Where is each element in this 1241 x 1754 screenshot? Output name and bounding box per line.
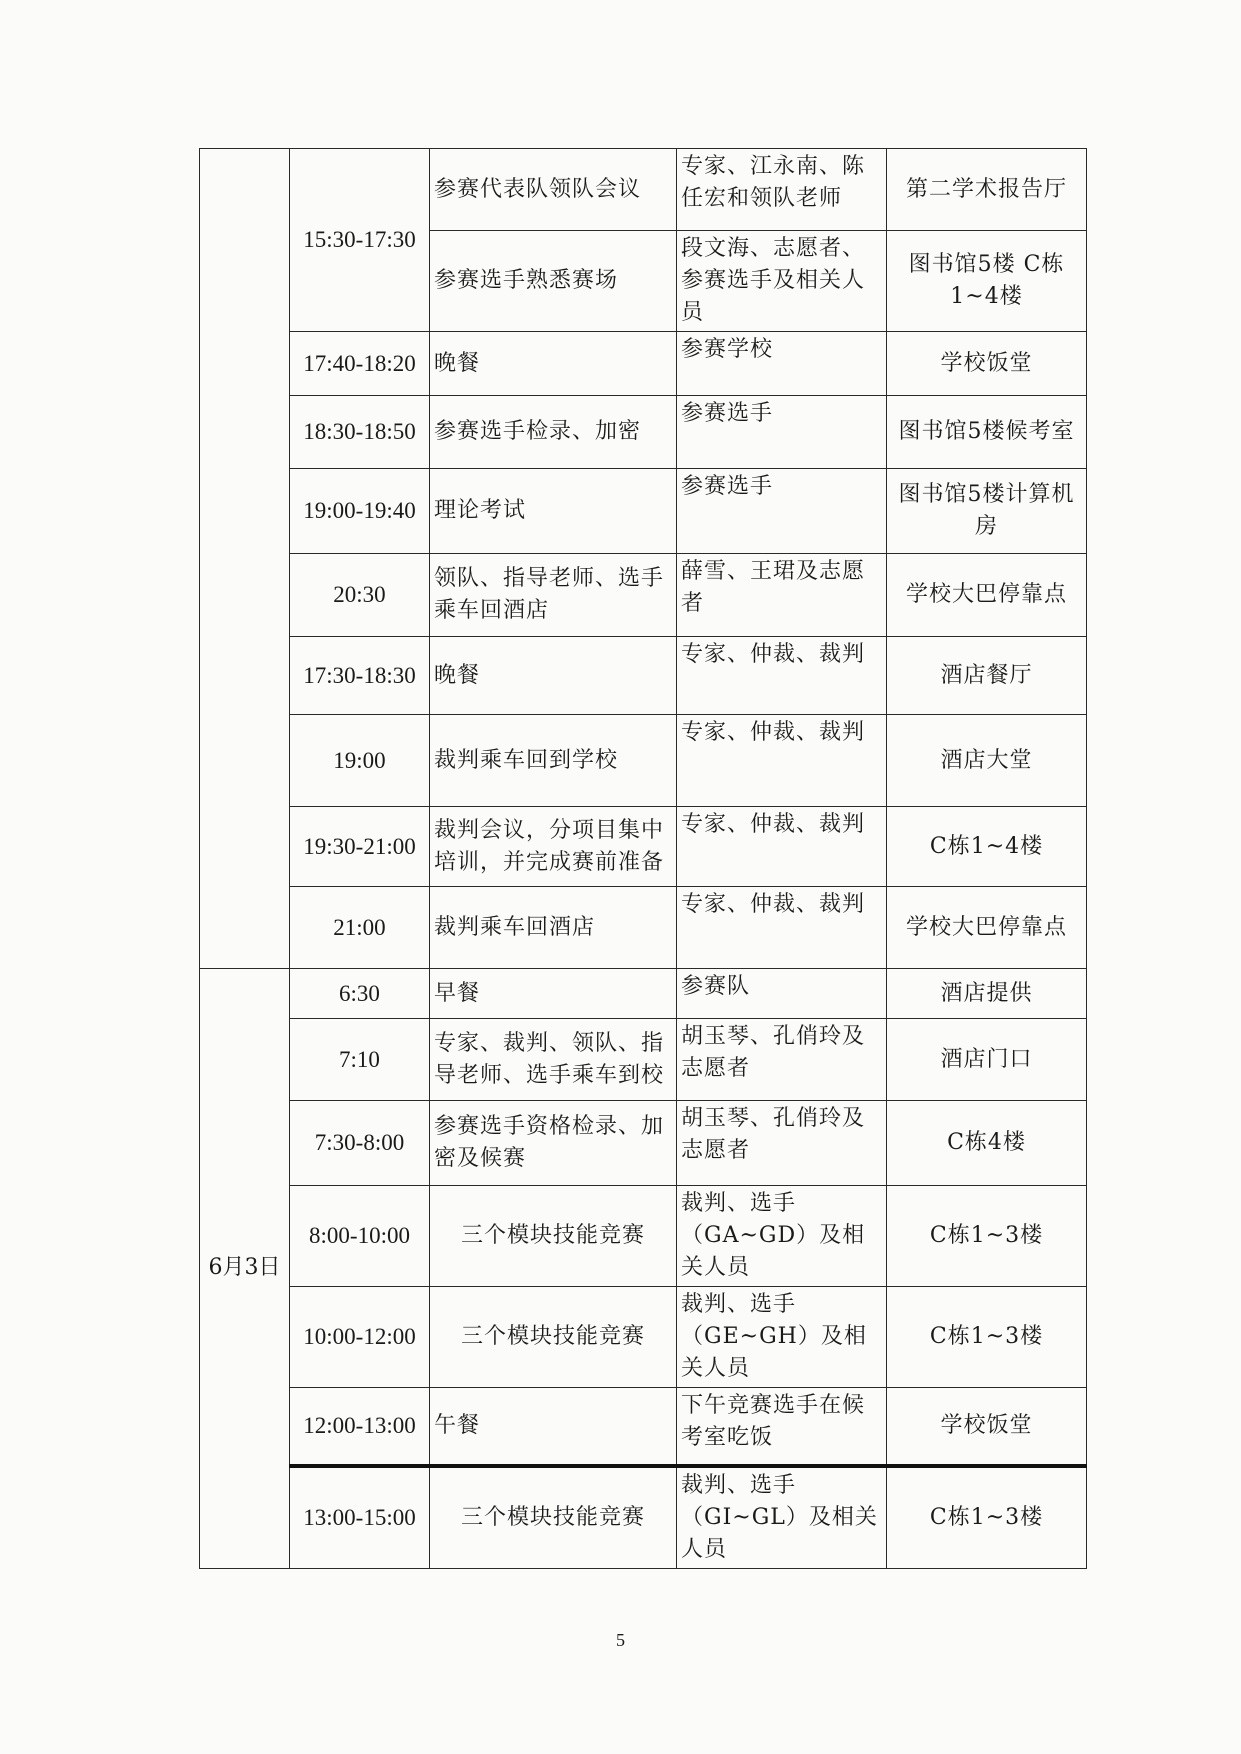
people-cell: 专家、仲裁、裁判 xyxy=(677,807,887,887)
table-row xyxy=(200,469,1087,554)
location-cell: 图书馆5楼候考室 xyxy=(887,396,1087,469)
activity-cell: 裁判乘车回到学校 xyxy=(430,715,677,807)
location-cell: 学校大巴停靠点 xyxy=(887,554,1087,637)
table-row xyxy=(200,637,1087,715)
activity-cell: 理论考试 xyxy=(430,469,677,554)
table-row xyxy=(200,1186,1087,1287)
people-cell: 裁判、选手（GE~GH）及相关人员 xyxy=(677,1287,887,1388)
time-cell: 18:30-18:50 xyxy=(290,396,430,469)
activity-cell: 参赛选手资格检录、加密及候赛 xyxy=(430,1101,677,1186)
time-cell: 20:30 xyxy=(290,554,430,637)
location-cell: 学校大巴停靠点 xyxy=(887,887,1087,969)
activity-cell: 领队、指导老师、选手乘车回酒店 xyxy=(430,554,677,637)
activity-cell: 裁判会议，分项目集中培训，并完成赛前准备 xyxy=(430,807,677,887)
activity-cell: 三个模块技能竞赛 xyxy=(430,1287,677,1388)
location-cell: C栋1~3楼 xyxy=(887,1186,1087,1287)
people-cell: 参赛选手 xyxy=(677,469,887,554)
table-row xyxy=(200,1388,1087,1466)
people-cell: 专家、江永南、陈任宏和领队老师 xyxy=(677,149,887,231)
activity-cell: 晚餐 xyxy=(430,332,677,396)
people-cell: 胡玉琴、孔俏玲及志愿者 xyxy=(677,1101,887,1186)
people-cell: 专家、仲裁、裁判 xyxy=(677,715,887,807)
time-cell: 7:10 xyxy=(290,1019,430,1101)
time-cell: 21:00 xyxy=(290,887,430,969)
table-row xyxy=(200,1466,1087,1569)
table-row xyxy=(200,396,1087,469)
date-cell-june2 xyxy=(200,149,290,969)
time-cell: 13:00-15:00 xyxy=(290,1466,430,1569)
time-cell: 12:00-13:00 xyxy=(290,1388,430,1466)
activity-cell: 三个模块技能竞赛 xyxy=(430,1466,677,1569)
table-row xyxy=(200,149,1087,231)
time-cell: 10:00-12:00 xyxy=(290,1287,430,1388)
people-cell: 裁判、选手（GA~GD）及相关人员 xyxy=(677,1186,887,1287)
activity-cell: 裁判乘车回酒店 xyxy=(430,887,677,969)
location-cell: 酒店餐厅 xyxy=(887,637,1087,715)
activity-cell: 参赛选手熟悉赛场 xyxy=(430,231,677,332)
people-cell: 专家、仲裁、裁判 xyxy=(677,637,887,715)
activity-cell: 午餐 xyxy=(430,1388,677,1466)
table-row xyxy=(200,1287,1087,1388)
people-cell: 参赛学校 xyxy=(677,332,887,396)
activity-cell: 三个模块技能竞赛 xyxy=(430,1186,677,1287)
location-cell: C栋4楼 xyxy=(887,1101,1087,1186)
table-row xyxy=(200,332,1087,396)
table-row xyxy=(200,807,1087,887)
location-cell: 图书馆5楼 C栋1~4楼 xyxy=(887,231,1087,332)
location-cell: 学校饭堂 xyxy=(887,332,1087,396)
time-cell: 6:30 xyxy=(290,969,430,1019)
location-cell: 图书馆5楼计算机房 xyxy=(887,469,1087,554)
schedule-table xyxy=(199,148,1087,1569)
people-cell: 胡玉琴、孔俏玲及志愿者 xyxy=(677,1019,887,1101)
page-number: 5 xyxy=(616,1630,625,1650)
time-cell: 17:30-18:30 xyxy=(290,637,430,715)
time-cell: 7:30-8:00 xyxy=(290,1101,430,1186)
activity-cell: 晚餐 xyxy=(430,637,677,715)
time-cell: 19:30-21:00 xyxy=(290,807,430,887)
people-cell: 段文海、志愿者、参赛选手及相关人员 xyxy=(677,231,887,332)
time-cell: 19:00 xyxy=(290,715,430,807)
table-row xyxy=(200,554,1087,637)
activity-cell: 参赛选手检录、加密 xyxy=(430,396,677,469)
location-cell: C栋1~4楼 xyxy=(887,807,1087,887)
activity-cell: 参赛代表队领队会议 xyxy=(430,149,677,231)
people-cell: 裁判、选手（GI~GL）及相关人员 xyxy=(677,1466,887,1569)
table-row xyxy=(200,887,1087,969)
location-cell: C栋1~3楼 xyxy=(887,1466,1087,1569)
activity-cell: 早餐 xyxy=(430,969,677,1019)
location-cell: 学校饭堂 xyxy=(887,1388,1087,1466)
location-cell: 酒店大堂 xyxy=(887,715,1087,807)
location-cell: 酒店提供 xyxy=(887,969,1087,1019)
location-cell: 酒店门口 xyxy=(887,1019,1087,1101)
people-cell: 下午竞赛选手在候考室吃饭 xyxy=(677,1388,887,1466)
people-cell: 参赛选手 xyxy=(677,396,887,469)
activity-cell: 专家、裁判、领队、指导老师、选手乘车到校 xyxy=(430,1019,677,1101)
time-cell: 19:00-19:40 xyxy=(290,469,430,554)
table-row xyxy=(200,1101,1087,1186)
people-cell: 专家、仲裁、裁判 xyxy=(677,887,887,969)
time-cell: 8:00-10:00 xyxy=(290,1186,430,1287)
table-row xyxy=(200,715,1087,807)
people-cell: 薛雪、王珺及志愿者 xyxy=(677,554,887,637)
time-cell: 17:40-18:20 xyxy=(290,332,430,396)
location-cell: 第二学术报告厅 xyxy=(887,149,1087,231)
table-row xyxy=(200,1019,1087,1101)
location-cell: C栋1~3楼 xyxy=(887,1287,1087,1388)
table-row xyxy=(200,969,1087,1019)
people-cell: 参赛队 xyxy=(677,969,887,1019)
date-cell-june3: 6月3日 xyxy=(200,969,290,1569)
time-cell: 15:30-17:30 xyxy=(290,149,430,332)
